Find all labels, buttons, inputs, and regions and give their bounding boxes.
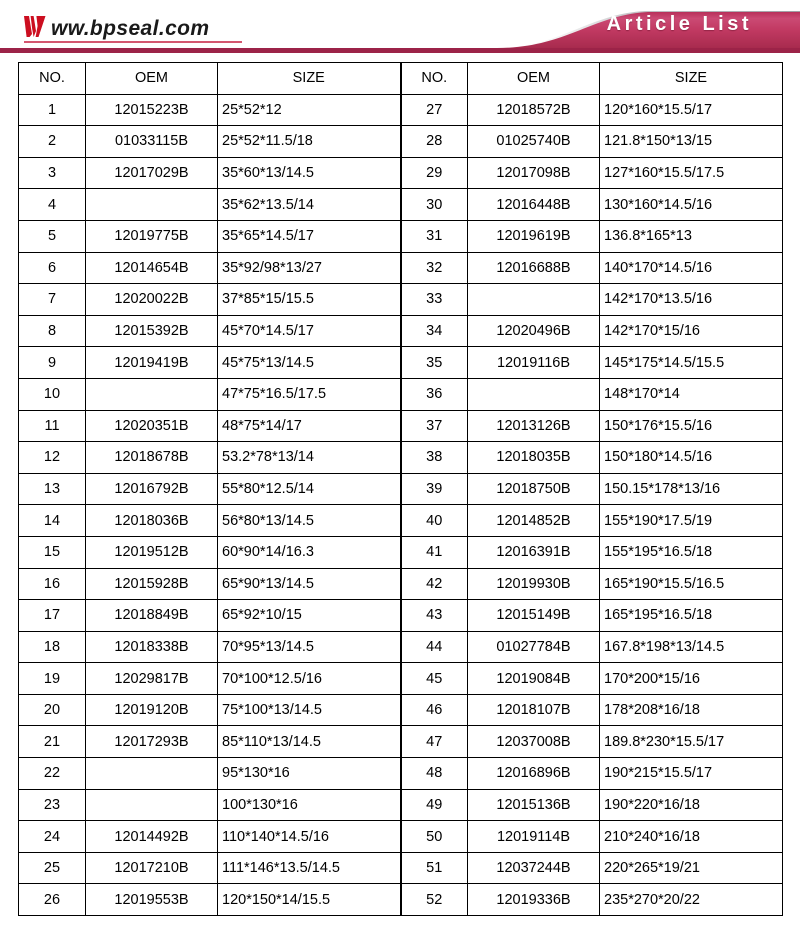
- cell-size-left: 85*110*13/14.5: [218, 726, 401, 758]
- w-logo-icon: [24, 15, 50, 38]
- header-divider-rule: [0, 48, 800, 53]
- cell-no-left: 22: [19, 758, 86, 790]
- table-row: [19, 852, 783, 884]
- article-table: [18, 62, 783, 916]
- cell-size-right: 190*215*15.5/17: [600, 758, 783, 790]
- cell-size-right: 142*170*15/16: [600, 315, 783, 347]
- cell-no-left: 7: [19, 284, 86, 316]
- cell-no-left: 9: [19, 347, 86, 379]
- cell-no-right: 50: [401, 821, 468, 853]
- cell-no-right: 46: [401, 694, 468, 726]
- cell-size-right: 220*265*19/21: [600, 852, 783, 884]
- cell-no-left: 18: [19, 631, 86, 663]
- cell-size-right: 150*180*14.5/16: [600, 442, 783, 474]
- cell-size-right: 189.8*230*15.5/17: [600, 726, 783, 758]
- cell-no-left: 23: [19, 789, 86, 821]
- cell-oem-right: 12014852B: [468, 505, 600, 537]
- cell-size-left: 37*85*15/15.5: [218, 284, 401, 316]
- cell-oem-right: 12019084B: [468, 663, 600, 695]
- cell-oem-right: 01027784B: [468, 631, 600, 663]
- cell-oem-left: 12019553B: [86, 884, 218, 916]
- cell-no-left: 4: [19, 189, 86, 221]
- table-row: [19, 378, 783, 410]
- cell-oem-left: [86, 378, 218, 410]
- cell-size-left: 45*70*14.5/17: [218, 315, 401, 347]
- table-row: [19, 631, 783, 663]
- cell-no-right: 31: [401, 220, 468, 252]
- cell-size-right: 142*170*13.5/16: [600, 284, 783, 316]
- cell-oem-right: 12018107B: [468, 694, 600, 726]
- column-header-oem-left: OEM: [86, 63, 218, 95]
- cell-no-left: 21: [19, 726, 86, 758]
- table-row: [19, 505, 783, 537]
- brand-underline: [24, 41, 242, 43]
- cell-no-left: 12: [19, 442, 86, 474]
- cell-oem-left: 12015223B: [86, 94, 218, 126]
- cell-oem-right: 12015149B: [468, 600, 600, 632]
- cell-no-left: 20: [19, 694, 86, 726]
- cell-oem-right: [468, 378, 600, 410]
- page-header: [0, 0, 800, 60]
- cell-no-left: 24: [19, 821, 86, 853]
- cell-no-right: 52: [401, 884, 468, 916]
- cell-oem-left: 12019120B: [86, 694, 218, 726]
- table-row: [19, 473, 783, 505]
- cell-no-left: 13: [19, 473, 86, 505]
- cell-oem-left: 12014492B: [86, 821, 218, 853]
- cell-oem-left: 12014654B: [86, 252, 218, 284]
- brand-logo: [24, 12, 209, 40]
- cell-oem-left: 12029817B: [86, 663, 218, 695]
- cell-no-right: 44: [401, 631, 468, 663]
- cell-no-left: 2: [19, 126, 86, 158]
- cell-oem-right: 12019116B: [468, 347, 600, 379]
- cell-no-left: 19: [19, 663, 86, 695]
- cell-size-left: 60*90*14/16.3: [218, 536, 401, 568]
- cell-no-left: 25: [19, 852, 86, 884]
- cell-no-right: 29: [401, 157, 468, 189]
- table-row: [19, 410, 783, 442]
- cell-oem-left: [86, 789, 218, 821]
- article-table-container: [18, 62, 783, 916]
- cell-size-right: 140*170*14.5/16: [600, 252, 783, 284]
- cell-oem-left: 12017210B: [86, 852, 218, 884]
- cell-no-right: 49: [401, 789, 468, 821]
- cell-oem-left: 12017293B: [86, 726, 218, 758]
- column-header-size-right: SIZE: [600, 63, 783, 95]
- cell-size-left: 75*100*13/14.5: [218, 694, 401, 726]
- cell-oem-left: 12018338B: [86, 631, 218, 663]
- cell-oem-left: 12018036B: [86, 505, 218, 537]
- table-row: [19, 284, 783, 316]
- cell-oem-left: [86, 758, 218, 790]
- cell-no-left: 10: [19, 378, 86, 410]
- cell-oem-right: 12019619B: [468, 220, 600, 252]
- cell-size-left: 100*130*16: [218, 789, 401, 821]
- cell-size-left: 110*140*14.5/16: [218, 821, 401, 853]
- cell-size-left: 95*130*16: [218, 758, 401, 790]
- cell-size-right: 136.8*165*13: [600, 220, 783, 252]
- cell-size-right: 178*208*16/18: [600, 694, 783, 726]
- cell-oem-right: 12016688B: [468, 252, 600, 284]
- column-header-no-left: NO.: [19, 63, 86, 95]
- cell-no-left: 1: [19, 94, 86, 126]
- table-row: [19, 94, 783, 126]
- cell-no-right: 48: [401, 758, 468, 790]
- cell-size-left: 55*80*12.5/14: [218, 473, 401, 505]
- cell-no-left: 6: [19, 252, 86, 284]
- table-row: [19, 726, 783, 758]
- cell-size-right: 155*190*17.5/19: [600, 505, 783, 537]
- cell-no-right: 51: [401, 852, 468, 884]
- cell-size-right: 165*190*15.5/16.5: [600, 568, 783, 600]
- table-row: [19, 189, 783, 221]
- table-row: [19, 252, 783, 284]
- cell-size-right: 190*220*16/18: [600, 789, 783, 821]
- cell-size-right: 155*195*16.5/18: [600, 536, 783, 568]
- cell-size-right: 121.8*150*13/15: [600, 126, 783, 158]
- cell-oem-left: 12019512B: [86, 536, 218, 568]
- table-row: [19, 347, 783, 379]
- cell-size-right: 235*270*20/22: [600, 884, 783, 916]
- cell-no-right: 47: [401, 726, 468, 758]
- table-row: [19, 663, 783, 695]
- column-header-no-right: NO.: [401, 63, 468, 95]
- cell-size-left: 45*75*13/14.5: [218, 347, 401, 379]
- cell-oem-right: 12016391B: [468, 536, 600, 568]
- cell-no-left: 15: [19, 536, 86, 568]
- cell-oem-right: 01025740B: [468, 126, 600, 158]
- table-head: [19, 63, 783, 95]
- cell-oem-right: 12018035B: [468, 442, 600, 474]
- cell-no-left: 8: [19, 315, 86, 347]
- table-row: [19, 126, 783, 158]
- cell-oem-left: 12017029B: [86, 157, 218, 189]
- cell-no-left: 3: [19, 157, 86, 189]
- cell-size-right: 210*240*16/18: [600, 821, 783, 853]
- cell-size-right: 150.15*178*13/16: [600, 473, 783, 505]
- table-row: [19, 442, 783, 474]
- cell-no-right: 35: [401, 347, 468, 379]
- table-row: [19, 758, 783, 790]
- cell-oem-right: 12016896B: [468, 758, 600, 790]
- cell-size-right: 145*175*14.5/15.5: [600, 347, 783, 379]
- cell-size-left: 47*75*16.5/17.5: [218, 378, 401, 410]
- cell-oem-right: 12020496B: [468, 315, 600, 347]
- cell-oem-right: 12018750B: [468, 473, 600, 505]
- cell-no-left: 26: [19, 884, 86, 916]
- table-row: [19, 220, 783, 252]
- cell-no-left: 16: [19, 568, 86, 600]
- column-header-size-left: SIZE: [218, 63, 401, 95]
- table-row: [19, 694, 783, 726]
- cell-no-right: 36: [401, 378, 468, 410]
- cell-size-right: 150*176*15.5/16: [600, 410, 783, 442]
- cell-no-left: 5: [19, 220, 86, 252]
- cell-oem-left: 12020351B: [86, 410, 218, 442]
- cell-size-left: 25*52*11.5/18: [218, 126, 401, 158]
- cell-size-right: 130*160*14.5/16: [600, 189, 783, 221]
- cell-size-left: 35*60*13/14.5: [218, 157, 401, 189]
- cell-size-left: 25*52*12: [218, 94, 401, 126]
- cell-oem-left: 12019775B: [86, 220, 218, 252]
- cell-oem-left: 12016792B: [86, 473, 218, 505]
- cell-oem-left: 12018678B: [86, 442, 218, 474]
- cell-no-right: 34: [401, 315, 468, 347]
- cell-no-right: 38: [401, 442, 468, 474]
- cell-size-right: 120*160*15.5/17: [600, 94, 783, 126]
- cell-oem-left: 12019419B: [86, 347, 218, 379]
- cell-size-left: 65*90*13/14.5: [218, 568, 401, 600]
- table-row: [19, 884, 783, 916]
- cell-size-left: 56*80*13/14.5: [218, 505, 401, 537]
- column-header-oem-right: OEM: [468, 63, 600, 95]
- cell-oem-right: 12019114B: [468, 821, 600, 853]
- cell-no-right: 42: [401, 568, 468, 600]
- cell-oem-right: 12015136B: [468, 789, 600, 821]
- cell-oem-left: 01033115B: [86, 126, 218, 158]
- cell-no-right: 33: [401, 284, 468, 316]
- cell-size-right: 170*200*15/16: [600, 663, 783, 695]
- cell-no-left: 11: [19, 410, 86, 442]
- cell-no-left: 14: [19, 505, 86, 537]
- cell-size-left: 70*100*12.5/16: [218, 663, 401, 695]
- cell-oem-right: 12016448B: [468, 189, 600, 221]
- cell-oem-left: 12015928B: [86, 568, 218, 600]
- table-row: [19, 789, 783, 821]
- cell-size-left: 70*95*13/14.5: [218, 631, 401, 663]
- cell-oem-right: 12017098B: [468, 157, 600, 189]
- cell-oem-right: 12037008B: [468, 726, 600, 758]
- table-body: [19, 94, 783, 915]
- cell-oem-right: 12013126B: [468, 410, 600, 442]
- cell-oem-right: 12037244B: [468, 852, 600, 884]
- table-row: [19, 568, 783, 600]
- table-row: [19, 315, 783, 347]
- cell-size-right: 127*160*15.5/17.5: [600, 157, 783, 189]
- cell-oem-left: 12018849B: [86, 600, 218, 632]
- cell-no-right: 41: [401, 536, 468, 568]
- cell-size-left: 120*150*14/15.5: [218, 884, 401, 916]
- cell-size-left: 35*65*14.5/17: [218, 220, 401, 252]
- cell-oem-right: 12019930B: [468, 568, 600, 600]
- cell-no-right: 39: [401, 473, 468, 505]
- cell-size-left: 35*92/98*13/27: [218, 252, 401, 284]
- cell-no-right: 37: [401, 410, 468, 442]
- cell-no-right: 40: [401, 505, 468, 537]
- cell-oem-left: [86, 189, 218, 221]
- cell-no-right: 45: [401, 663, 468, 695]
- cell-no-left: 17: [19, 600, 86, 632]
- cell-size-left: 65*92*10/15: [218, 600, 401, 632]
- cell-no-right: 28: [401, 126, 468, 158]
- cell-size-right: 148*170*14: [600, 378, 783, 410]
- cell-oem-right: 12018572B: [468, 94, 600, 126]
- cell-size-right: 167.8*198*13/14.5: [600, 631, 783, 663]
- cell-size-left: 35*62*13.5/14: [218, 189, 401, 221]
- cell-size-left: 53.2*78*13/14: [218, 442, 401, 474]
- page-title: Article List: [606, 13, 752, 35]
- cell-size-left: 48*75*14/17: [218, 410, 401, 442]
- cell-no-right: 32: [401, 252, 468, 284]
- table-header-row: [19, 63, 783, 95]
- cell-no-right: 30: [401, 189, 468, 221]
- cell-oem-left: 12015392B: [86, 315, 218, 347]
- table-row: [19, 600, 783, 632]
- cell-size-right: 165*195*16.5/18: [600, 600, 783, 632]
- table-row: [19, 821, 783, 853]
- cell-oem-left: 12020022B: [86, 284, 218, 316]
- cell-size-left: 111*146*13.5/14.5: [218, 852, 401, 884]
- cell-oem-right: [468, 284, 600, 316]
- cell-no-right: 27: [401, 94, 468, 126]
- cell-oem-right: 12019336B: [468, 884, 600, 916]
- cell-no-right: 43: [401, 600, 468, 632]
- table-row: [19, 536, 783, 568]
- table-row: [19, 157, 783, 189]
- brand-text: ww.bpseal.com: [51, 17, 210, 40]
